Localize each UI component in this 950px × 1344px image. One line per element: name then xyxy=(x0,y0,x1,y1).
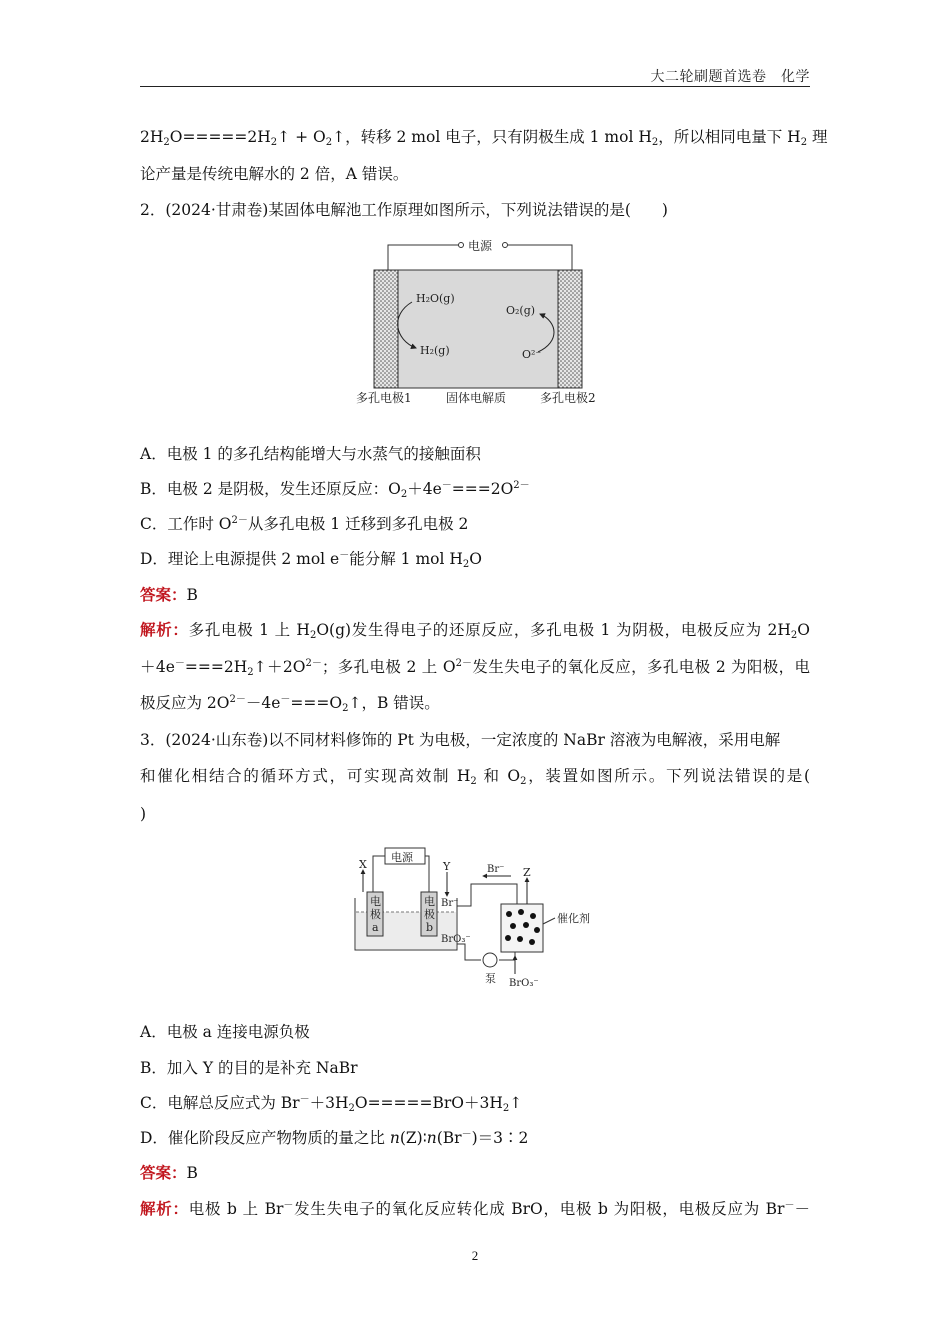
electrode-2-label: 多孔电极2 xyxy=(540,391,596,405)
br-flow-label: Br⁻ xyxy=(487,864,505,875)
return-pipe xyxy=(457,884,517,906)
electrode-1-label: 多孔电极1 xyxy=(356,391,412,405)
q2-electrolysis-diagram xyxy=(350,230,620,410)
q3-analysis-line-1: 解析：电极 b 上 Br－发生失电子的氧化反应转化成 BrO，电极 b 为阳极，电极反应为 Br－－ xyxy=(140,1199,810,1218)
z-label: Z xyxy=(523,866,531,879)
h2o-gas-label: H₂O(g) xyxy=(416,292,455,305)
electrode-b-char-1: 电 xyxy=(424,895,435,908)
h2-gas-label: H₂(g) xyxy=(420,344,450,357)
q2-analysis-line-1: 解析：多孔电极 1 上 $H_2O(g)$发生得电子的还原反应，多孔电极 1 为阴极，电极反应为 $2H_2O$ xyxy=(140,620,810,641)
q3-option-d: D．催化阶段反应产物物质的量之比 n(Z)∶n(Br－)＝3∶2 xyxy=(140,1129,529,1147)
electrode-a-char-3: a xyxy=(372,921,379,934)
q3-stem-line-2: 和催化相结合的循环方式，可实现高效制 $H_2$ 和 $O_2$，装置如图所示。下列说法错误的是( xyxy=(140,767,810,787)
x-label: X xyxy=(359,858,367,871)
pump xyxy=(483,953,497,967)
q3-option-b: B．加入 Y 的目的是补充 NaBr xyxy=(140,1059,358,1077)
porous-electrode-1 xyxy=(374,270,398,388)
q3-option-c: C．电解总反应式为 $Br^-+3H_2O=====BrO+3H_2↑$ xyxy=(140,1094,523,1114)
q2-stem: 2．(2024·甘肃卷)某固体电解池工作原理如图所示，下列说法错误的是( ) xyxy=(140,201,668,219)
catalyst-label: 催化剂 xyxy=(557,912,590,925)
electrode-b-char-2: 极 xyxy=(424,908,435,921)
q2-option-a: A．电极 1 的多孔结构能增大与水蒸气的接触面积 xyxy=(140,445,481,463)
header-rule xyxy=(140,86,810,87)
q3-option-a: A．电极 a 连接电源负极 xyxy=(140,1023,310,1041)
electrode-a-char-2: 极 xyxy=(370,908,381,921)
bromate-label: BrO₃⁻ xyxy=(441,934,471,945)
wire-a xyxy=(373,856,385,892)
q2-option-c: C．工作时 $O^{2-}$从多孔电极 1 迁移到多孔电极 2 xyxy=(140,515,469,533)
o2-gas-label: O₂(g) xyxy=(506,304,536,317)
q3-stem-line-3: ) xyxy=(140,805,147,823)
porous-electrode-2 xyxy=(558,270,582,388)
q3-apparatus-diagram xyxy=(345,840,605,990)
terminal-right xyxy=(503,243,508,248)
oxide-ion-label: O²⁻ xyxy=(522,348,542,361)
page-number: 2 xyxy=(471,1248,479,1263)
solid-electrolyte xyxy=(398,270,558,388)
q2-option-d: D．理论上电源提供 2 mol e－能分解 1 mol $H_2O$ xyxy=(140,550,482,570)
q3-answer: 答案：B xyxy=(140,1163,198,1182)
electrode-b-char-3: b xyxy=(426,921,434,934)
y-label: Y xyxy=(443,860,451,873)
terminal-left xyxy=(459,243,464,248)
q2-answer: 答案：B xyxy=(140,585,198,604)
electrolyte-label: 固体电解质 xyxy=(446,391,507,405)
pump-label: 泵 xyxy=(485,972,496,985)
q2-analysis-line-3: 极反应为 $2O^{2-}-4e^-===O_2↑$，B 错误。 xyxy=(140,694,440,714)
bromide-label: Br⁻ xyxy=(441,898,459,909)
power-source-label: 电源 xyxy=(391,851,413,864)
q2-analysis-line-2: $+4e^-===2H_2↑+2O^{2-}$；多孔电极 2 上 $O^{2-}$发生失电子的氧化反应，多孔电极 2 为阳极，电 xyxy=(140,658,810,678)
prev-analysis-line-2: 论产量是传统电解水的 2 倍，A 错误。 xyxy=(140,165,409,183)
prev-analysis-line-1: $2H_2O=====2H_2↑$ + $O_2↑$，转移 2 mol 电子，只有阴极生成 1 mol $H_2$，所以相同电量下 $H_2$ 理 xyxy=(140,128,828,148)
catalyst-pointer xyxy=(543,918,555,924)
q2-option-b: B．电极 2 是阴极，发生还原反应：$O_2+4e^-===2O^{2-}$ xyxy=(140,480,530,500)
running-header: 大二轮刷题首选卷 化学 xyxy=(650,69,810,85)
bromate-bottom-label: BrO₃⁻ xyxy=(509,978,539,989)
wire-b xyxy=(425,856,429,892)
q3-stem-line-1: 3．(2024·山东卷)以不同材料修饰的 Pt 为电极，一定浓度的 NaBr 溶液为电解液，采用电解 xyxy=(140,731,781,749)
power-source-label: 电源 xyxy=(468,239,493,253)
electrode-a-char-1: 电 xyxy=(370,895,381,908)
